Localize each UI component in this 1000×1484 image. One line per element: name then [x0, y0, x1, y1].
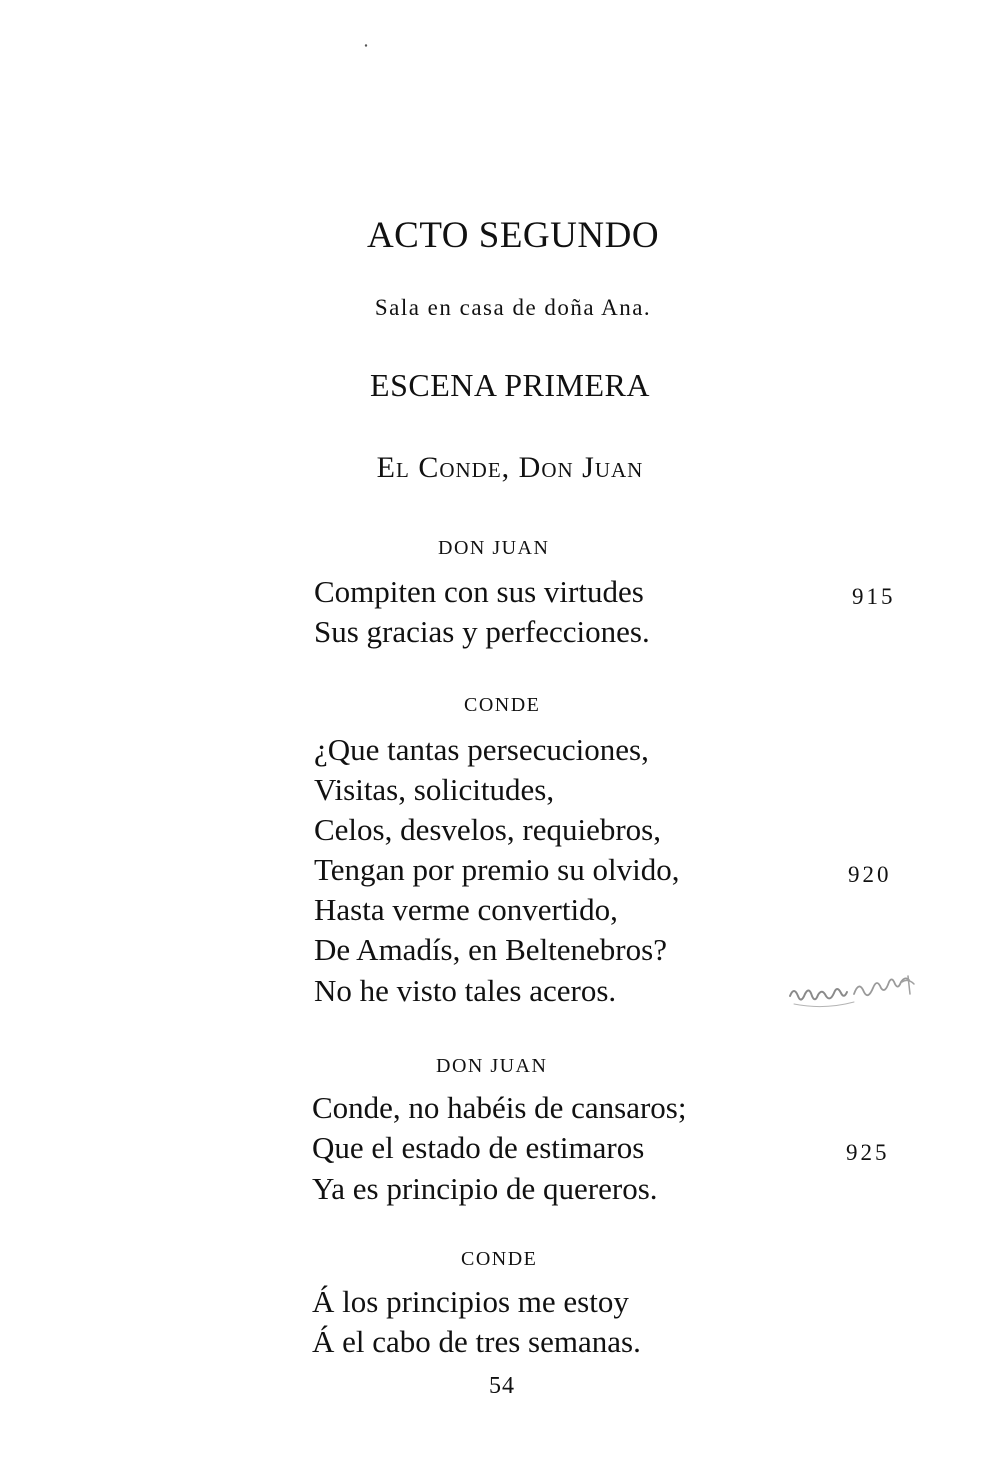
verse-line: Que el estado de estimaros: [312, 1130, 645, 1165]
speaker-label: DON JUAN: [438, 537, 550, 559]
character-list: El Conde, Don Juan: [376, 451, 644, 484]
verse-line: Tengan por premio su olvido,: [314, 852, 680, 887]
verse-line: Á el cabo de tres semanas.: [312, 1324, 641, 1359]
verse-line: Hasta verme convertido,: [314, 892, 618, 927]
scene-title: ESCENA PRIMERA: [370, 367, 650, 403]
scene-setting: Sala en casa de doña Ana.: [374, 295, 652, 320]
verse-line: Ya es principio de quereros.: [312, 1171, 658, 1206]
verse-line: No he visto tales aceros.: [314, 973, 617, 1008]
verse-line: ¿Que tantas persecuciones,: [314, 732, 649, 767]
speaker-label: CONDE: [461, 1248, 538, 1270]
verse-line: Compiten con sus virtudes: [314, 574, 644, 609]
verse-line: De Amadís, en Beltenebros?: [314, 932, 667, 967]
line-number: 925: [846, 1140, 890, 1165]
verse-line: Sus gracias y perfecciones.: [314, 614, 650, 649]
verse-line: Visitas, solicitudes,: [314, 772, 555, 807]
line-number: 920: [848, 862, 892, 887]
verse-line: Á los principios me estoy: [312, 1284, 629, 1319]
handwritten-annotation: [784, 966, 934, 1016]
line-number: 915: [852, 584, 896, 609]
act-title: ACTO SEGUNDO: [366, 215, 660, 256]
speaker-label: CONDE: [464, 694, 541, 716]
verse-line: Celos, desvelos, requiebros,: [314, 812, 661, 847]
page-number: 54: [489, 1373, 515, 1399]
verse-line: Conde, no habéis de cansaros;: [312, 1090, 687, 1125]
speaker-label: DON JUAN: [436, 1055, 548, 1077]
ink-speck: [364, 34, 368, 37]
